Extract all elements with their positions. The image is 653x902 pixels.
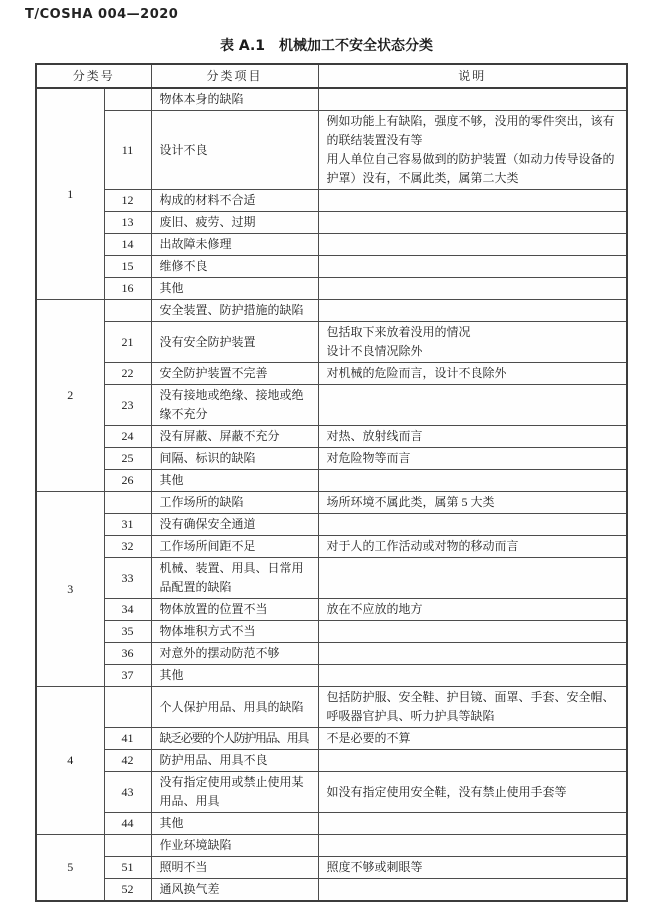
- classification-item-cell: 通风换气差: [151, 879, 318, 902]
- classification-code-cell: 15: [104, 256, 151, 278]
- explanation-cell: [318, 599, 627, 621]
- classification-item-cell: 工作场所的缺陷: [151, 492, 318, 514]
- section-header-row: [36, 300, 627, 322]
- section-number-cell: 1: [36, 88, 104, 300]
- classification-code-cell: 41: [104, 728, 151, 750]
- table-row: [36, 212, 627, 234]
- table-row: [36, 728, 627, 750]
- table-row: [36, 190, 627, 212]
- classification-item-cell: 没有接地或绝缘、接地或绝缘不充分: [151, 385, 318, 426]
- classification-code-cell: 13: [104, 212, 151, 234]
- table-row: [36, 558, 627, 599]
- classification-item-cell: 废旧、疲劳、过期: [151, 212, 318, 234]
- classification-code-cell: 43: [104, 772, 151, 813]
- table-row: [36, 514, 627, 536]
- table-title: 表 A.1 机械加工不安全状态分类: [219, 38, 434, 54]
- classification-code-cell: 21: [104, 322, 151, 363]
- explanation-line: 包括防护服、安全鞋、护目镜、面罩、手套、安全帽、呼吸器官护具、听力护具等缺陷: [326, 690, 615, 723]
- table-header-row: [36, 64, 627, 88]
- table-row: [36, 256, 627, 278]
- classification-item-cell: 其他: [151, 813, 318, 835]
- header-classification-item: 分类项目: [151, 64, 318, 88]
- table-row: [36, 665, 627, 687]
- table-row: [36, 857, 627, 879]
- classification-item-cell: 工作场所间距不足: [151, 536, 318, 558]
- explanation-cell: [318, 558, 627, 599]
- header-classification-number: 分类号: [36, 64, 151, 88]
- section-number-cell: 5: [36, 835, 104, 902]
- classification-code-cell: 35: [104, 621, 151, 643]
- classification-code-cell: 25: [104, 448, 151, 470]
- table-row: [36, 879, 627, 902]
- table-row: [36, 448, 627, 470]
- explanation-line: 放在不应放的地方: [326, 602, 423, 616]
- classification-item-cell: 个人保护用品、用具的缺陷: [151, 687, 318, 728]
- classification-item-cell: 没有确保安全通道: [151, 514, 318, 536]
- classification-code-cell: 44: [104, 813, 151, 835]
- explanation-line: 场所环境不属此类，属第 5 大类: [326, 495, 495, 509]
- table-row: [36, 426, 627, 448]
- explanation-cell: [318, 665, 627, 687]
- section-header-row: [36, 88, 627, 111]
- classification-code-cell: 16: [104, 278, 151, 300]
- classification-item-cell: 防护用品、用具不良: [151, 750, 318, 772]
- classification-code-cell: 12: [104, 190, 151, 212]
- classification-code-cell: 11: [104, 111, 151, 190]
- explanation-cell: [318, 857, 627, 879]
- classification-item-cell: 没有屏蔽、屏蔽不充分: [151, 426, 318, 448]
- explanation-line: 对于人的工作活动或对物的移动而言: [326, 539, 519, 553]
- explanation-cell: [318, 278, 627, 300]
- explanation-line: 对机械的危险而言，设计不良除外: [326, 366, 507, 380]
- classification-code-cell: [104, 300, 151, 322]
- explanation-cell: [318, 385, 627, 426]
- section-number-cell: 4: [36, 687, 104, 835]
- classification-item-cell: 没有指定使用或禁止使用某用品、用具: [151, 772, 318, 813]
- explanation-line: 不是必要的不算: [326, 731, 411, 745]
- explanation-cell: [318, 536, 627, 558]
- classification-item-cell: 其他: [151, 470, 318, 492]
- explanation-cell: [318, 190, 627, 212]
- explanation-cell: [318, 643, 627, 665]
- section-header-row: [36, 492, 627, 514]
- classification-code-cell: 36: [104, 643, 151, 665]
- classification-code-cell: 37: [104, 665, 151, 687]
- table-row: [36, 111, 627, 190]
- table-row: [36, 385, 627, 426]
- classification-item-cell: 机械、装置、用具、日常用品配置的缺陷: [151, 558, 318, 599]
- classification-code-cell: [104, 88, 151, 111]
- explanation-line: 对热、放射线而言: [326, 429, 423, 443]
- classification-code-cell: 24: [104, 426, 151, 448]
- classification-item-cell: 间隔、标识的缺陷: [151, 448, 318, 470]
- table-row: [36, 470, 627, 492]
- classification-item-cell: 没有安全防护装置: [151, 322, 318, 363]
- classification-item-cell: 对意外的摆动防范不够: [151, 643, 318, 665]
- classification-item-cell: 物体放置的位置不当: [151, 599, 318, 621]
- table-row: [36, 813, 627, 835]
- classification-code-cell: 51: [104, 857, 151, 879]
- explanation-cell: [318, 813, 627, 835]
- classification-code-cell: 32: [104, 536, 151, 558]
- classification-item-cell: 缺乏必要的个人防护用品、用具: [151, 728, 318, 750]
- section-header-row: [36, 687, 627, 728]
- explanation-cell: [318, 772, 627, 813]
- classification-code-cell: 33: [104, 558, 151, 599]
- classification-item-cell: 构成的材料不合适: [151, 190, 318, 212]
- section-header-row: [36, 835, 627, 857]
- explanation-cell: [318, 750, 627, 772]
- classification-item-cell: 物体堆积方式不当: [151, 621, 318, 643]
- explanation-cell: [318, 448, 627, 470]
- explanation-line: 照度不够或刺眼等: [326, 860, 423, 874]
- classification-code-cell: 26: [104, 470, 151, 492]
- classification-code-cell: 22: [104, 363, 151, 385]
- section-number-cell: 2: [36, 300, 104, 492]
- explanation-cell: [318, 88, 627, 111]
- classification-item-cell: 安全防护装置不完善: [151, 363, 318, 385]
- classification-item-cell: 作业环境缺陷: [151, 835, 318, 857]
- explanation-cell: [318, 835, 627, 857]
- explanation-cell: [318, 879, 627, 902]
- classification-item-cell: 物体本身的缺陷: [151, 88, 318, 111]
- explanation-line: 如没有指定使用安全鞋，没有禁止使用手套等: [326, 784, 567, 799]
- classification-code-cell: [104, 492, 151, 514]
- classification-item-cell: 设计不良: [151, 111, 318, 190]
- classification-code-cell: 52: [104, 879, 151, 902]
- header-explanation: 说明: [318, 64, 627, 88]
- classification-item-cell: 出故障未修理: [151, 234, 318, 256]
- explanation-cell: [318, 492, 627, 514]
- classification-code-cell: 42: [104, 750, 151, 772]
- table-row: [36, 599, 627, 621]
- table-body: [36, 88, 627, 901]
- classification-code-cell: [104, 835, 151, 857]
- explanation-line: 设计不良情况除外: [326, 344, 423, 358]
- explanation-cell: [318, 470, 627, 492]
- explanation-cell: [318, 426, 627, 448]
- classification-table: [35, 63, 628, 902]
- classification-code-cell: 34: [104, 599, 151, 621]
- explanation-line: 包括取下来放着没用的情况: [326, 325, 471, 339]
- classification-code-cell: 14: [104, 234, 151, 256]
- explanation-line: 对危险物等而言: [326, 451, 411, 465]
- classification-item-cell: 维修不良: [151, 256, 318, 278]
- explanation-cell: [318, 514, 627, 536]
- classification-item-cell: 其他: [151, 665, 318, 687]
- explanation-cell: [318, 687, 627, 728]
- table-row: [36, 536, 627, 558]
- table-row: [36, 750, 627, 772]
- table-row: [36, 322, 627, 363]
- table-row: [36, 621, 627, 643]
- explanation-cell: [318, 363, 627, 385]
- classification-item-cell: 安全装置、防护措施的缺陷: [151, 300, 318, 322]
- classification-code-cell: 23: [104, 385, 151, 426]
- explanation-cell: [318, 300, 627, 322]
- explanation-cell: [318, 728, 627, 750]
- standard-code: T/COSHA 004—2020: [25, 7, 179, 22]
- classification-item-cell: 照明不当: [151, 857, 318, 879]
- explanation-cell: [318, 234, 627, 256]
- explanation-cell: [318, 621, 627, 643]
- explanation-cell: [318, 111, 627, 190]
- classification-item-cell: 其他: [151, 278, 318, 300]
- explanation-cell: [318, 212, 627, 234]
- explanation-line: 例如功能上有缺陷，强度不够，没用的零件突出，该有的联结装置没有等: [326, 114, 615, 147]
- classification-code-cell: [104, 687, 151, 728]
- explanation-cell: [318, 322, 627, 363]
- explanation-cell: [318, 256, 627, 278]
- classification-code-cell: 31: [104, 514, 151, 536]
- table-row: [36, 363, 627, 385]
- table-row: [36, 234, 627, 256]
- table-row: [36, 772, 627, 813]
- explanation-line: 用人单位自己容易做到的防护装置（如动力传导设备的护罩）没有，不属此类，属第二大类: [326, 152, 615, 185]
- section-number-cell: 3: [36, 492, 104, 687]
- table-row: [36, 278, 627, 300]
- table-row: [36, 643, 627, 665]
